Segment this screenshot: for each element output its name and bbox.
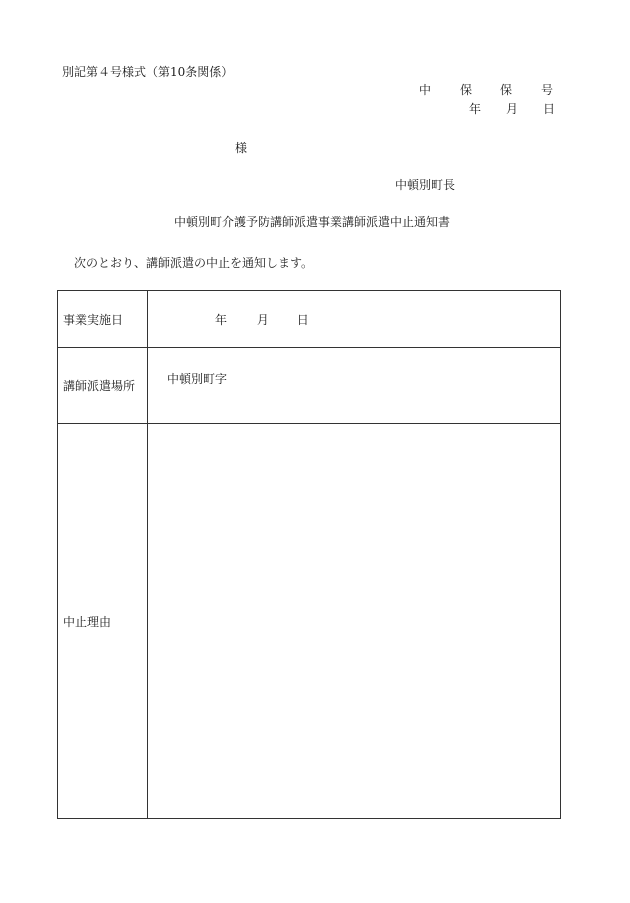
- dispatch-location-label: 講師派遣場所: [58, 348, 148, 424]
- implementation-date-label: 事業実施日: [58, 291, 148, 348]
- cancellation-reason-field: [148, 424, 561, 819]
- form-number-label: 別記第４号様式（第10条関係）: [62, 65, 234, 79]
- issue-date-day: 日: [543, 102, 556, 116]
- issue-date-month: 月: [506, 102, 519, 116]
- document-title: 中頓別町介護予防講師派遣事業講師派遣中止通知書: [174, 215, 451, 229]
- issuer-name: 中頓別町長: [395, 178, 456, 192]
- table-row: [58, 424, 561, 819]
- issue-number-part-1: 保: [460, 83, 473, 97]
- intro-text: 次のとおり、講師派遣の中止を通知します。: [74, 256, 314, 270]
- implementation-month: 月: [256, 312, 269, 327]
- implementation-year: 年: [215, 312, 228, 327]
- table-row: [58, 348, 561, 424]
- issue-number-part-2: 保: [500, 83, 513, 97]
- implementation-date-field: [148, 291, 561, 348]
- dispatch-location-field: 中頓別町字: [148, 348, 561, 424]
- issue-number-suffix: 号: [541, 83, 554, 97]
- addressee-honorific: 様: [235, 141, 248, 155]
- cancellation-reason-label: 中止理由: [58, 424, 148, 819]
- implementation-day: 日: [296, 312, 309, 327]
- table-row: [58, 291, 561, 348]
- notice-form-table: [57, 290, 561, 819]
- issue-number-prefix: 中: [419, 83, 432, 97]
- issue-date-year: 年: [469, 102, 482, 116]
